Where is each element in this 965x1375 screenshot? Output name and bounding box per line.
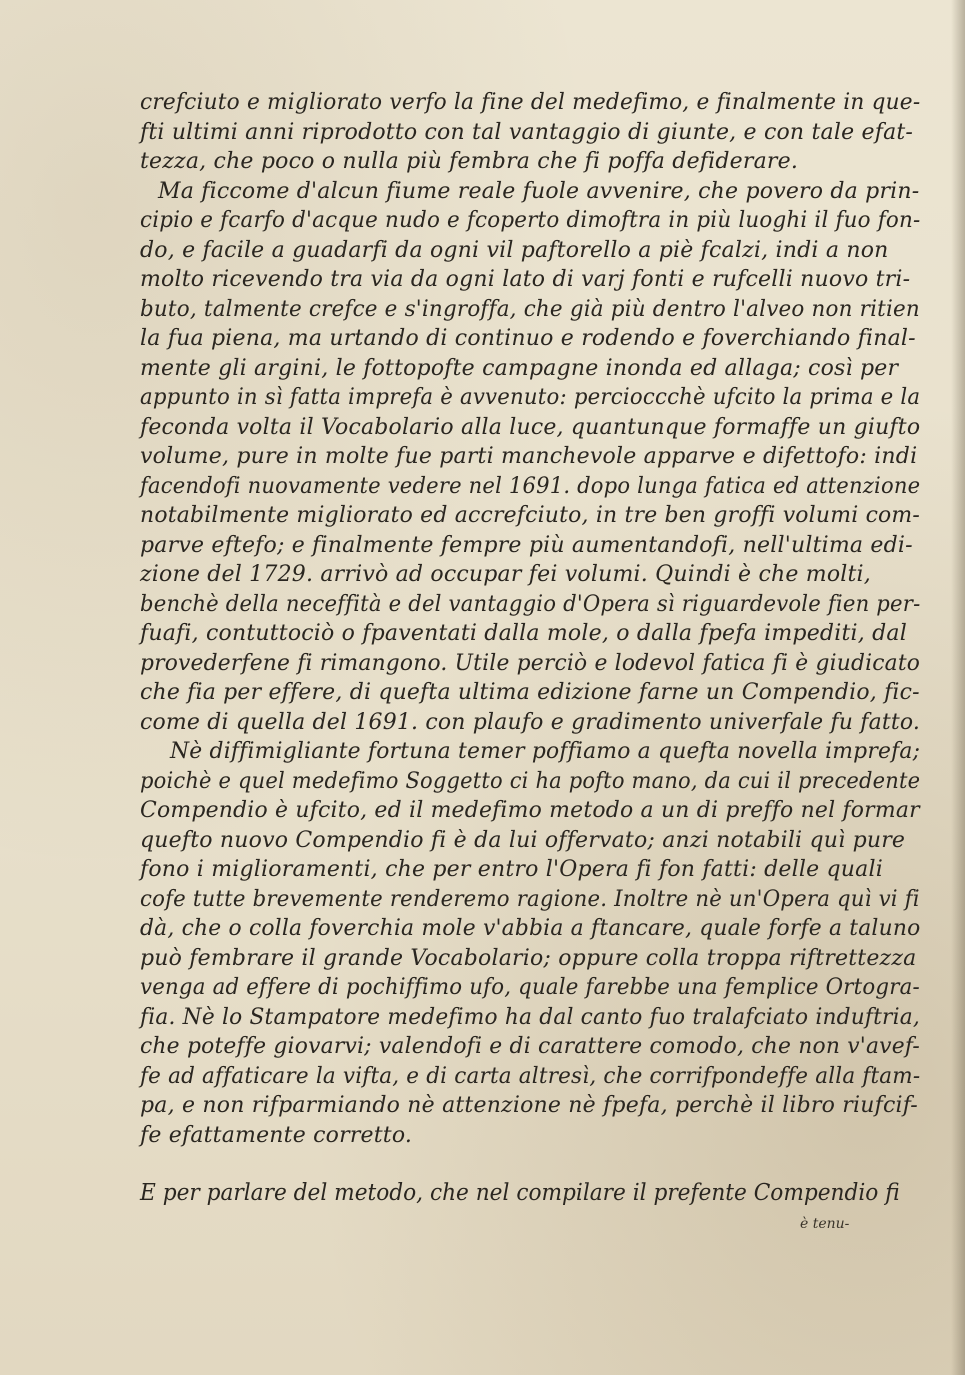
text-line: Ma ficcome d'alcun fiume reale fuole avvenire, che povero da prin- [158,178,920,204]
text-line: quefto nuovo Compendio fi è da lui offervato; anzi notabili quì pure [140,827,906,853]
text-line: buto, talmente crefce e s'ingroffa, che già più dentro l'alveo non ritien [140,296,920,322]
text-line: notabilmente migliorato ed accrefciuto, in tre ben groffi volumi com- [140,503,921,528]
text-line: che poteffe giovarvi; valendofi e di carattere comodo, che non v'avef- [140,1034,920,1059]
text-line: molto ricevendo tra via da ogni lato di varj fonti e rufcelli nuovo tri- [140,267,911,292]
text-line: facendofi nuovamente vedere nel 1691. dopo lunga fatica ed attenzione [140,473,921,499]
text-line: fuafi, contuttociò o fpaventati dalla mole, o dalla fpefa impediti, dal [140,621,907,646]
text-line: appunto in sì fatta imprefa è avvenuto: percioccchè ufcito la prima e la [140,385,921,410]
text-line: fe efattamente corretto. [140,1122,413,1148]
text-line: provederfene fi rimangono. Utile perciò e lodevol fatica fi è giudicato [140,650,921,676]
text-line: dà, che o colla foverchia mole v'abbia a ftancare, quale forfe a taluno [140,916,921,941]
text-line: Nè diffimigliante fortuna temer poffiamo a quefta novella imprefa; [170,739,921,764]
text-line: feconda volta il Vocabolario alla luce, quantunque formaffe un giufto [140,414,921,440]
text-line: la fua piena, ma urtando di continuo e rodendo e foverchiando final- [140,326,916,351]
text-line: come di quella del 1691. con plaufo e gradimento univerfale fu fatto. [140,709,921,735]
text-line: cofe tutte brevemente renderemo ragione. Inoltre nè un'Opera quì vi fi [140,886,920,912]
catchword: è tenu- [800,1216,850,1232]
text-line: può fembrare il grande Vocabolario; oppure colla troppa riftrettezza [140,945,917,971]
text-line: che fia per effere, di quefta ultima edizione farne un Compendio, fic- [140,680,920,705]
page-edge-shadow [951,0,965,1375]
text-line: fe ad affaticare la vifta, e di carta altresì, che corrifpondeffe alla ftam- [140,1063,921,1089]
text-line: poichè e quel medefimo Soggetto ci ha pofto mano, da cui il precedente [140,768,921,794]
text-line: mente gli argini, le fottopofte campagne inonda ed allaga; così per [140,355,899,381]
text-line: Compendio è ufcito, ed il medefimo metodo a un di preffo nel formar [140,798,920,823]
text-line: pa, e non rifparmiando nè attenzione nè fpefa, perchè il libro riufcif- [140,1093,918,1118]
text-line: parve eftefo; e finalmente fempre più aumentandofi, nell'ultima edi- [140,532,913,558]
closing-line: E per parlare del metodo, che nel compilare il prefente Compendio fi [140,1180,900,1206]
text-line: fti ultimi anni riprodotto con tal vantaggio di giunte, e con tale efat- [140,119,914,145]
text-line: cipio e fcarfo d'acque nudo e fcoperto dimoftra in più luoghi il fuo fon- [140,208,921,233]
text-line: venga ad effere di pochiffimo ufo, quale farebbe una femplice Ortogra- [140,975,920,1000]
text-line: crefciuto e migliorato verfo la fine del medefimo, e finalmente in que- [140,90,921,115]
text-line: do, e facile a guadarfi da ogni vil paftorello a piè fcalzi, indi a non [140,237,889,263]
text-line: fia. Nè lo Stampatore medefimo ha dal canto fuo tralafciato induftria, [140,1004,920,1030]
text-line: benchè della neceffità e del vantaggio d'Opera sì riguardevole fien per- [140,591,921,617]
text-line: zione del 1729. arrivò ad occupar fei volumi. Quindi è che molti, [140,562,871,587]
text-line: volume, pure in molte fue parti manchevole apparve e difettofo: indi [140,444,918,469]
text-line: tezza, che poco o nulla più fembra che fi poffa defiderare. [140,149,799,174]
text-line: fono i miglioramenti, che per entro l'Opera fi fon fatti: delle quali [140,857,883,882]
